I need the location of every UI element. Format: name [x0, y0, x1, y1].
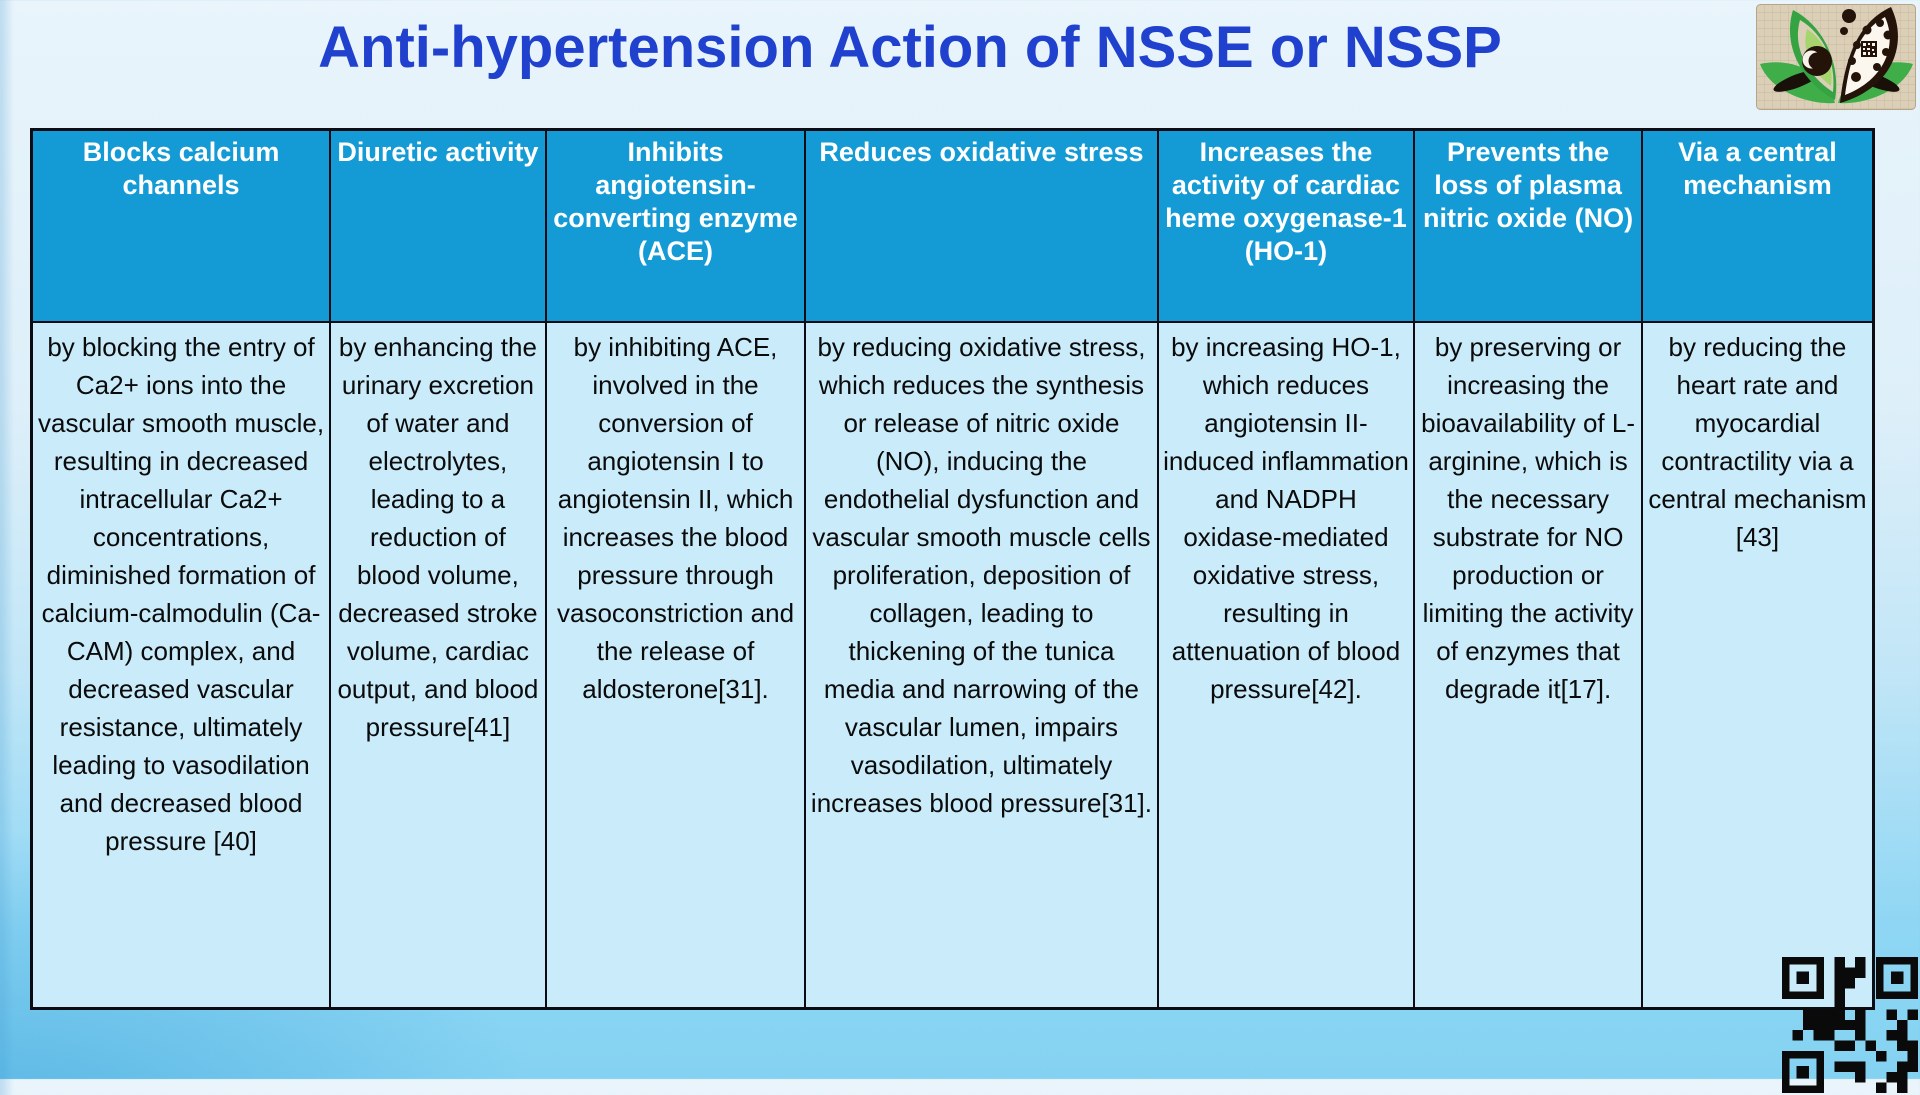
column-header: Prevents the loss of plasma nitric oxide (NO): [1414, 130, 1642, 322]
column-header: Increases the activity of cardiac heme oxygenase-1 (HO-1): [1158, 130, 1415, 322]
column-header: Reduces oxidative stress: [805, 130, 1157, 322]
page-title: Anti-hypertension Action of NSSE or NSSP: [318, 15, 1502, 80]
plant-seed-logo-icon: [1756, 4, 1916, 110]
mechanism-cell: by preserving or increasing the bioavailability of L-arginine, which is the necessary substrate for NO production or limiting the activity of enzymes that degrade it[17].: [1414, 322, 1642, 1009]
mechanism-cell: by enhancing the urinary excretion of water and electrolytes, leading to a reduction of blood volume, decreased stroke volume, cardiac output, and blood pressure[41]: [330, 322, 546, 1009]
column-header: Via a central mechanism: [1642, 130, 1874, 322]
qr-code-icon: [1782, 955, 1918, 1095]
mechanism-cell: by reducing oxidative stress, which reduces the synthesis or release of nitric oxide (NO), inducing the endothelial dysfunction and vascular smooth muscle cells proliferation, deposition of collagen, leading to thickening of the tunica media and narrowing of the vascular lumen, impairs vasodilation, ultimately increases blood pressure[31].: [805, 322, 1157, 1009]
mechanism-cell: by inhibiting ACE, involved in the conversion of angiotensin I to angiotensin II, which increases the blood pressure through vasoconstriction and the release of aldosterone[31].: [546, 322, 806, 1009]
column-header: Diuretic activity: [330, 130, 546, 322]
header-row: [32, 130, 1874, 322]
mechanism-cell: by reducing the heart rate and myocardial contractility via a central mechanism [43]: [1642, 322, 1874, 1009]
mechanism-cell: by blocking the entry of Ca2+ ions into the vascular smooth muscle, resulting in decreased intracellular Ca2+ concentrations, diminished formation of calcium-calmodulin (Ca-CAM) complex, and decreased vascular resistance, ultimately leading to vasodilation and decreased blood pressure [40]: [32, 322, 331, 1009]
mechanism-cell: by increasing HO-1, which reduces angiotensin II-induced inflammation and NADPH oxidase-mediated oxidative stress, resulting in attenuation of blood pressure[42].: [1158, 322, 1415, 1009]
mechanisms-table: [30, 128, 1875, 1010]
column-header: Blocks calcium channels: [32, 130, 331, 322]
column-header: Inhibits angiotensin-converting enzyme (ACE): [546, 130, 806, 322]
logo-mini-qr: [1861, 41, 1877, 57]
body-row: [32, 322, 1874, 1009]
